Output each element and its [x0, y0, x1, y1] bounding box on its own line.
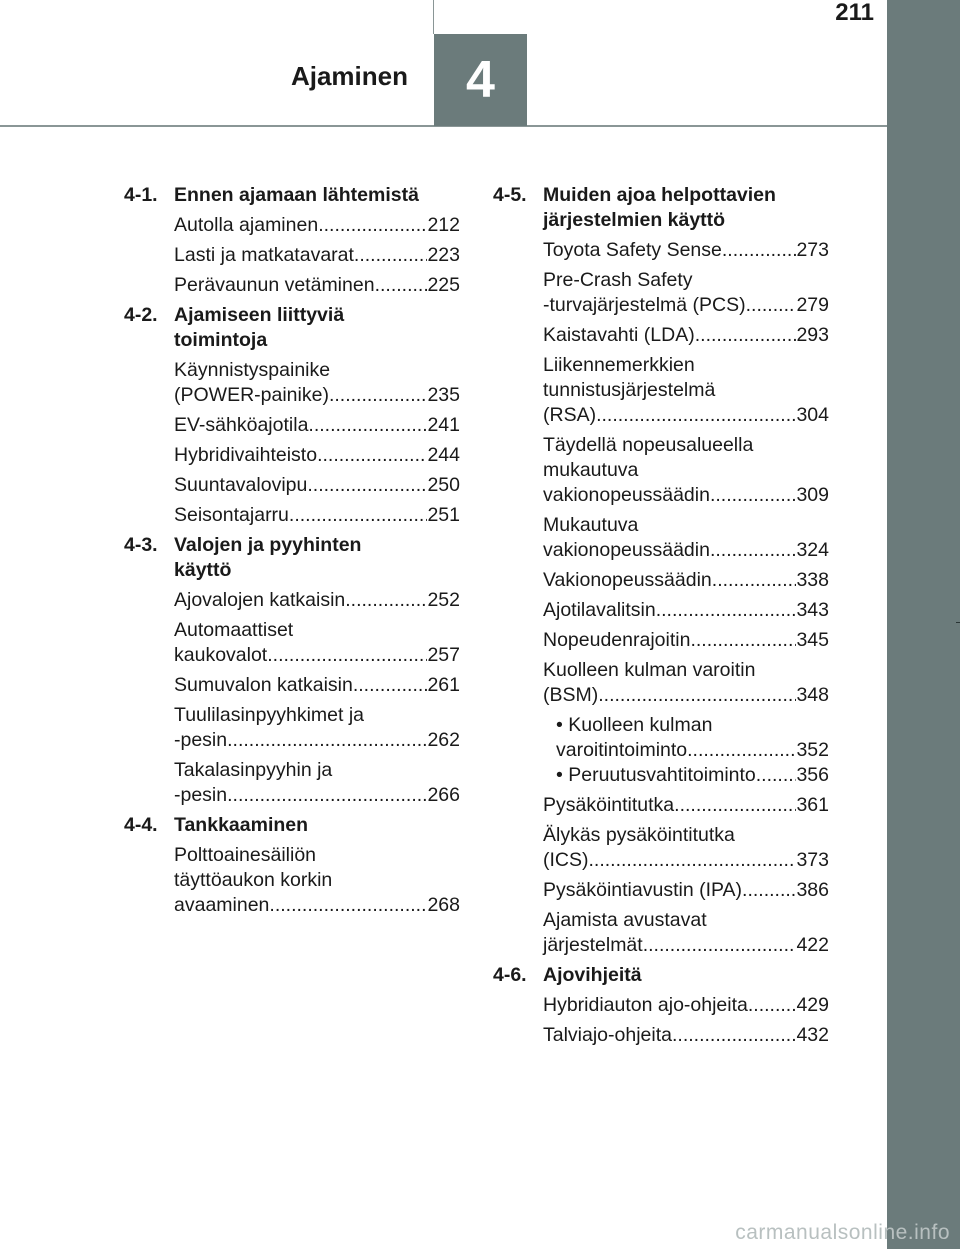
toc-dot-leader: [746, 293, 797, 318]
toc-entry[interactable]: [174, 243, 460, 268]
toc-entry[interactable]: [174, 503, 460, 528]
toc-page-number: 250: [427, 474, 460, 496]
toc-section-title: [543, 963, 829, 988]
toc-page-number: 235: [427, 384, 460, 406]
toc-entry-label: Vakionopeussäädin: [543, 569, 712, 591]
toc-entry-line: Tuulilasinpyyhkimet ja: [174, 704, 365, 726]
toc-section-title-line: toimintoja: [174, 329, 268, 351]
page-number: 211: [835, 0, 874, 26]
toc-entry-leader-line: [543, 848, 829, 873]
toc-dot-leader: [596, 403, 796, 428]
toc-dot-leader: [354, 243, 428, 268]
toc-dot-leader: [589, 848, 797, 873]
toc-page-number: 338: [796, 569, 829, 591]
toc-entry[interactable]: [543, 878, 829, 903]
toc-entry-line: mukautuva: [543, 459, 639, 481]
toc-entry-line: Täydellä nopeusalueella: [543, 434, 754, 456]
toc-entry-leader-line: [174, 443, 460, 468]
toc-dot-leader: [756, 763, 797, 788]
toc-dot-leader: [353, 673, 428, 698]
toc-page-number: 261: [427, 674, 460, 696]
toc-page-number: 252: [427, 589, 460, 611]
toc-dot-leader: [269, 893, 427, 918]
toc-entry[interactable]: [543, 353, 829, 428]
toc-section-title-line: järjestelmien käyttö: [543, 209, 726, 231]
toc-entry-line: Pre-Crash Safety: [543, 269, 693, 291]
toc-entry-leader-line: [174, 783, 460, 808]
toc-entry-leader-line: [543, 993, 829, 1018]
toc-dot-leader: [643, 933, 797, 958]
toc-dot-leader: [227, 728, 427, 753]
toc-entry-label: Suuntavalovipu: [174, 474, 308, 496]
toc-entry-label: avaaminen: [174, 894, 270, 916]
toc-section: [124, 183, 460, 298]
toc-section: [493, 183, 829, 958]
toc-page-number: 304: [796, 404, 829, 426]
toc-page-number: 293: [796, 324, 829, 346]
toc-entry-line: Mukautuva: [543, 514, 639, 536]
toc-entry[interactable]: [174, 588, 460, 613]
toc-dot-leader: [317, 443, 427, 468]
toc-entry-leader-line: [556, 763, 829, 788]
toc-dot-leader: [710, 538, 796, 563]
toc-entry-label: varoitintoiminto: [556, 739, 688, 761]
toc-entry-leader-line: [174, 383, 460, 408]
toc-entry-leader-line: [543, 793, 829, 818]
toc-entry-label: Lasti ja matkatavarat: [174, 244, 354, 266]
toc-section-title: [543, 183, 829, 233]
toc-section: [124, 813, 460, 918]
toc-section-title-line: käyttö: [174, 559, 232, 581]
toc-entry[interactable]: [174, 473, 460, 498]
toc-dot-leader: [687, 738, 796, 763]
toc-entry-label: Sumuvalon katkaisin: [174, 674, 353, 696]
toc-entry[interactable]: [174, 703, 460, 753]
toc-entry-leader-line: [174, 588, 460, 613]
chapter-side-bar: [887, 0, 960, 1249]
toc-entry[interactable]: [174, 673, 460, 698]
toc-entry-leader-line: [543, 878, 829, 903]
toc-section-number: 4-5.: [493, 184, 527, 206]
toc-entry[interactable]: [543, 513, 829, 563]
toc-page-number: 257: [427, 644, 460, 666]
toc-page-number: 373: [796, 849, 829, 871]
toc-entry-label: EV-sähköajotila: [174, 414, 309, 436]
toc-entry-line: Automaattiset: [174, 619, 294, 641]
toc-entry[interactable]: [543, 1023, 829, 1048]
toc-section-number: 4-2.: [124, 304, 158, 326]
toc-section-number: 4-3.: [124, 534, 158, 556]
toc-entry-leader-line: [543, 598, 829, 623]
toc-entry-leader-line: [543, 628, 829, 653]
toc-entry-label: Toyota Safety Sense: [543, 239, 722, 261]
toc-entry[interactable]: [174, 413, 460, 438]
toc-entry[interactable]: [174, 618, 460, 668]
toc-section-heading[interactable]: [124, 183, 460, 208]
toc-section-heading[interactable]: [493, 183, 829, 233]
toc-section-title-line: Muiden ajoa helpottavien: [543, 184, 776, 206]
toc-entry-label: Ajovalojen katkaisin: [174, 589, 346, 611]
toc-entry-line: Ajamista avustavat: [543, 909, 707, 931]
toc-entry-label: Hybridivaihteisto: [174, 444, 318, 466]
toc-page-number: 223: [427, 244, 460, 266]
toc-entry-leader-line: [543, 683, 829, 708]
toc-entry-leader-line: [174, 728, 460, 753]
toc-entry-leader-line: [543, 1023, 829, 1048]
toc-entry-label: (ICS): [543, 849, 589, 871]
toc-section-title-line: Valojen ja pyyhinten: [174, 534, 362, 556]
toc-section-title-line: Ajamiseen liittyviä: [174, 304, 345, 326]
toc-dot-leader: [656, 598, 797, 623]
toc-entry-label: vakionopeussäädin: [543, 539, 710, 561]
toc-page-number: 273: [796, 239, 829, 261]
toc-entry-label: Ajotilavalitsin: [543, 599, 656, 621]
toc-section-number: 4-1.: [124, 184, 158, 206]
toc-entry-label: Talviajo-ohjeita: [543, 1024, 672, 1046]
toc-dot-leader: [318, 213, 427, 238]
toc-section-title: [174, 533, 460, 583]
toc-entry-leader-line: [174, 413, 460, 438]
toc-entry-leader-line: [174, 243, 460, 268]
toc-entry[interactable]: [543, 433, 829, 508]
toc-entry-label: (BSM): [543, 684, 599, 706]
toc-dot-leader: [289, 503, 428, 528]
toc-page-number: 432: [796, 1024, 829, 1046]
toc-page-number: 262: [427, 729, 460, 751]
toc-entry-label: Hybridiauton ajo-ohjeita: [543, 994, 748, 1016]
toc-entry-label: -pesin: [174, 784, 228, 806]
toc-page-number: 266: [427, 784, 460, 806]
toc-dot-leader: [375, 273, 428, 298]
toc-entry-line: tunnistusjärjestelmä: [543, 379, 716, 401]
toc-page-number: 343: [796, 599, 829, 621]
toc-page-number: 386: [796, 879, 829, 901]
toc-entry[interactable]: [174, 443, 460, 468]
toc-dot-leader: [598, 683, 796, 708]
toc-entry-label: järjestelmät: [543, 934, 643, 956]
toc-dot-leader: [722, 238, 797, 263]
toc-page-number: 429: [796, 994, 829, 1016]
toc-entry-leader-line: [556, 738, 829, 763]
toc-entry[interactable]: [543, 908, 829, 958]
toc-sub-entry[interactable]: [556, 713, 829, 763]
toc-page-number: 212: [427, 214, 460, 236]
toc-dot-leader: [695, 323, 797, 348]
toc-entry[interactable]: [174, 758, 460, 808]
toc-entry[interactable]: [174, 843, 460, 918]
toc-section-number: 4-6.: [493, 964, 527, 986]
toc-entry[interactable]: [543, 993, 829, 1018]
toc-entry-label: -pesin: [174, 729, 228, 751]
toc-entry-leader-line: [174, 893, 460, 918]
toc-page-number: 324: [796, 539, 829, 561]
toc-section: [493, 963, 829, 1048]
toc-entry-label: kaukovalot: [174, 644, 268, 666]
toc-dot-leader: [674, 793, 796, 818]
toc-section-heading[interactable]: [124, 813, 460, 838]
toc-dot-leader: [672, 1023, 796, 1048]
toc-entry[interactable]: [174, 358, 460, 408]
toc-entry-leader-line: [174, 473, 460, 498]
toc-dot-leader: [690, 628, 796, 653]
toc-section-title: [174, 303, 460, 353]
toc-section-title-line: Tankkaaminen: [174, 814, 309, 836]
toc-entry[interactable]: [543, 823, 829, 873]
toc-entry-line: täyttöaukon korkin: [174, 869, 333, 891]
toc-page-number: 251: [427, 504, 460, 526]
toc-dot-leader: [712, 568, 797, 593]
toc-entry-line: Kuolleen kulman varoitin: [543, 659, 756, 681]
toc-entry[interactable]: [543, 323, 829, 348]
toc-section-heading[interactable]: [124, 303, 460, 353]
toc-entry-leader-line: [174, 643, 460, 668]
toc-entry-label: (POWER-painike): [174, 384, 329, 406]
toc-section-heading[interactable]: [493, 963, 829, 988]
toc-entry-leader-line: [174, 273, 460, 298]
toc-entry[interactable]: [543, 658, 829, 708]
toc-page-number: 268: [427, 894, 460, 916]
toc-section-title: [174, 813, 460, 838]
toc-entry-line: Takalasinpyyhin ja: [174, 759, 333, 781]
toc-page-number: 356: [796, 764, 829, 786]
toc-page-number: 345: [796, 629, 829, 651]
toc-page-number: 309: [796, 484, 829, 506]
toc-entry-leader-line: [543, 538, 829, 563]
toc-section-heading[interactable]: [124, 533, 460, 583]
toc-page-number: 361: [796, 794, 829, 816]
toc-dot-leader: [267, 643, 427, 668]
toc-page-number: 422: [796, 934, 829, 956]
toc-entry-leader-line: [543, 293, 829, 318]
toc-dot-leader: [227, 783, 427, 808]
toc-dot-leader: [308, 413, 427, 438]
toc-entry-label: Pysäköintitutka: [543, 794, 675, 816]
toc-page-number: 279: [796, 294, 829, 316]
toc-entry[interactable]: [543, 238, 829, 263]
toc-dot-leader: [748, 993, 797, 1018]
side-bar-tick: [956, 622, 960, 623]
toc-entry-line: Käynnistyspainike: [174, 359, 331, 381]
toc-entry-label: Autolla ajaminen: [174, 214, 319, 236]
toc-entry[interactable]: [543, 598, 829, 623]
toc-entry-leader-line: [543, 323, 829, 348]
toc-left-column: [124, 183, 460, 923]
toc-entry-leader-line: [543, 483, 829, 508]
toc-entry-label: Pysäköintiavustin (IPA): [543, 879, 743, 901]
toc-entry-label: (RSA): [543, 404, 597, 426]
toc-dot-leader: [742, 878, 796, 903]
toc-page-number: 244: [427, 444, 460, 466]
toc-entry-leader-line: [543, 933, 829, 958]
toc-dot-leader: [345, 588, 427, 613]
toc-entry[interactable]: [543, 793, 829, 818]
toc-entry-line: Älykäs pysäköintitutka: [543, 824, 735, 846]
toc-entry-line: Liikennemerkkien: [543, 354, 695, 376]
chapter-number-tab: 4: [434, 34, 527, 126]
toc-section-number: 4-4.: [124, 814, 158, 836]
toc-section-title-line: Ennen ajamaan lähtemistä: [174, 184, 419, 206]
toc-page-number: 352: [796, 739, 829, 761]
toc-entry-label: Seisontajarru: [174, 504, 289, 526]
toc-entry[interactable]: [543, 628, 829, 653]
watermark: carmanualsonline.info: [735, 1221, 950, 1244]
toc-entry-label: vakionopeussäädin: [543, 484, 710, 506]
toc-page-number: 241: [427, 414, 460, 436]
toc-entry[interactable]: [543, 568, 829, 593]
chapter-title: Ajaminen: [290, 61, 408, 91]
toc-section-title-line: Ajovihjeitä: [543, 964, 642, 986]
toc-entry-leader-line: [174, 673, 460, 698]
toc-entry[interactable]: [174, 273, 460, 298]
toc-section: [124, 303, 460, 528]
toc-entry-label: Nopeudenrajoitin: [543, 629, 691, 651]
toc-section: [124, 533, 460, 808]
toc-entry-line: Polttoainesäiliön: [174, 844, 317, 866]
toc-entry[interactable]: [543, 268, 829, 318]
toc-entry-label: • Peruutusvahtitoiminto: [556, 764, 756, 786]
toc-entry-leader-line: [543, 403, 829, 428]
toc-entry-leader-line: [543, 568, 829, 593]
toc-dot-leader: [307, 473, 427, 498]
toc-page-number: 225: [427, 274, 460, 296]
toc-entry-label: -turvajärjestelmä (PCS): [543, 294, 746, 316]
toc-entry-leader-line: [543, 238, 829, 263]
toc-entry-label: Kaistavahti (LDA): [543, 324, 695, 346]
toc-entry-label: Perävaunun vetäminen: [174, 274, 375, 296]
toc-right-column: [493, 183, 829, 1053]
toc-page-number: 348: [796, 684, 829, 706]
toc-entry-leader-line: [174, 503, 460, 528]
toc-dot-leader: [329, 383, 428, 408]
toc-entry[interactable]: [174, 213, 460, 238]
toc-section-title: [174, 183, 460, 208]
toc-dot-leader: [710, 483, 796, 508]
toc-entry-leader-line: [174, 213, 460, 238]
toc-entry-line: • Kuolleen kulman: [556, 714, 713, 736]
header-vertical-rule: [433, 0, 434, 34]
toc-sub-entry[interactable]: [556, 763, 829, 788]
